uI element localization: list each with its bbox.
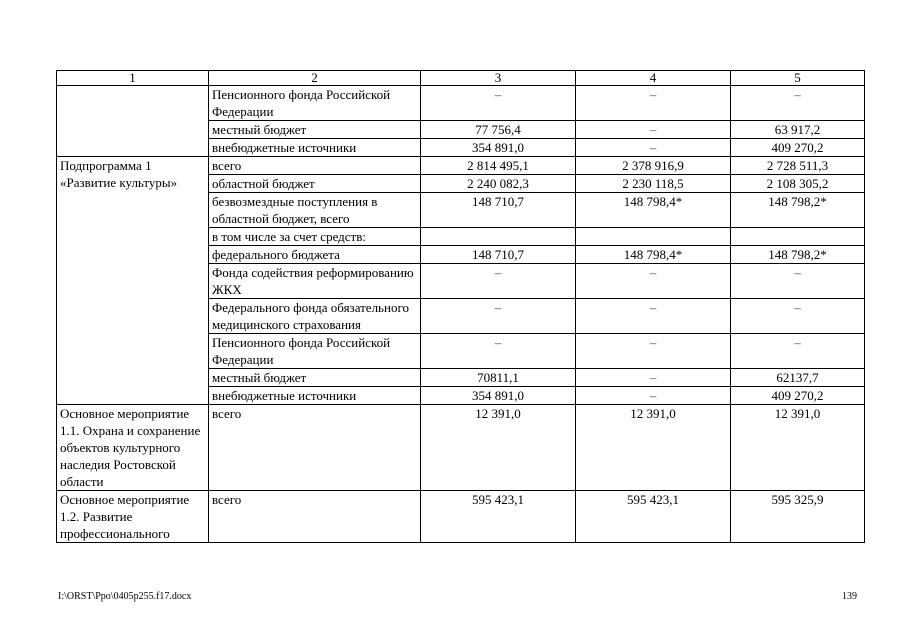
value-cell: 62137,7 (731, 369, 865, 387)
column-header: 1 (57, 71, 209, 86)
source-cell: местный бюджет (209, 121, 421, 139)
value-cell: – (576, 387, 731, 405)
value-cell: 2 378 916,9 (576, 157, 731, 175)
value-cell (576, 228, 731, 246)
table-row (57, 86, 865, 121)
source-cell: всего (209, 157, 421, 175)
value-cell (421, 228, 576, 246)
source-cell: Пенсионного фонда Российской Федерации (209, 334, 421, 369)
value-cell: 595 423,1 (576, 491, 731, 543)
value-cell: 12 391,0 (421, 405, 576, 491)
program-cell: Основное мероприятие 1.1. Охрана и сохранение объектов культурного наследия Ростовской области (57, 405, 209, 491)
value-cell: – (576, 299, 731, 334)
value-cell: 595 423,1 (421, 491, 576, 543)
source-cell: областной бюджет (209, 175, 421, 193)
table-row (57, 157, 865, 175)
table-row (57, 491, 865, 543)
program-cell: Подпрограмма 1 «Развитие культуры» (57, 157, 209, 405)
program-cell: Основное мероприятие 1.2. Развитие профессионального (57, 491, 209, 543)
source-cell: Федерального фонда обязательного медицинского страхования (209, 299, 421, 334)
value-cell: – (731, 334, 865, 369)
column-header: 4 (576, 71, 731, 86)
page-number: 139 (842, 591, 857, 602)
value-cell: 148 798,2* (731, 246, 865, 264)
value-cell: – (421, 334, 576, 369)
value-cell: 354 891,0 (421, 387, 576, 405)
value-cell: 12 391,0 (731, 405, 865, 491)
value-cell: – (731, 299, 865, 334)
source-cell: Фонда содействия реформированию ЖКХ (209, 264, 421, 299)
value-cell: 2 240 082,3 (421, 175, 576, 193)
value-cell: 148 798,2* (731, 193, 865, 228)
value-cell: 2 728 511,3 (731, 157, 865, 175)
value-cell: 2 230 118,5 (576, 175, 731, 193)
value-cell (731, 228, 865, 246)
table-header-row (57, 71, 865, 86)
value-cell: – (576, 121, 731, 139)
source-cell: в том числе за счет средств: (209, 228, 421, 246)
value-cell: 409 270,2 (731, 139, 865, 157)
budget-table (56, 70, 865, 543)
source-cell: федерального бюджета (209, 246, 421, 264)
value-cell: 354 891,0 (421, 139, 576, 157)
value-cell: 77 756,4 (421, 121, 576, 139)
value-cell: – (576, 369, 731, 387)
table-row (57, 405, 865, 491)
value-cell: – (421, 86, 576, 121)
value-cell: 70811,1 (421, 369, 576, 387)
value-cell: – (421, 299, 576, 334)
value-cell: 63 917,2 (731, 121, 865, 139)
value-cell: 2 108 305,2 (731, 175, 865, 193)
value-cell: – (421, 264, 576, 299)
value-cell: – (731, 86, 865, 121)
source-cell: Пенсионного фонда Российской Федерации (209, 86, 421, 121)
file-path-footer: I:\ORST\Ppo\0405p255.f17.docx (58, 591, 192, 602)
value-cell: – (731, 264, 865, 299)
source-cell: внебюджетные источники (209, 387, 421, 405)
column-header: 2 (209, 71, 421, 86)
value-cell: 148 798,4* (576, 193, 731, 228)
value-cell: – (576, 264, 731, 299)
source-cell: всего (209, 405, 421, 491)
value-cell: 595 325,9 (731, 491, 865, 543)
column-header: 5 (731, 71, 865, 86)
value-cell: 12 391,0 (576, 405, 731, 491)
value-cell: 148 798,4* (576, 246, 731, 264)
source-cell: всего (209, 491, 421, 543)
source-cell: внебюджетные источники (209, 139, 421, 157)
value-cell: 409 270,2 (731, 387, 865, 405)
value-cell: – (576, 334, 731, 369)
source-cell: безвозмездные поступления в областной бюджет, всего (209, 193, 421, 228)
source-cell: местный бюджет (209, 369, 421, 387)
value-cell: 148 710,7 (421, 193, 576, 228)
column-header: 3 (421, 71, 576, 86)
value-cell: – (576, 139, 731, 157)
value-cell: – (576, 86, 731, 121)
program-cell (57, 86, 209, 157)
value-cell: 148 710,7 (421, 246, 576, 264)
value-cell: 2 814 495,1 (421, 157, 576, 175)
